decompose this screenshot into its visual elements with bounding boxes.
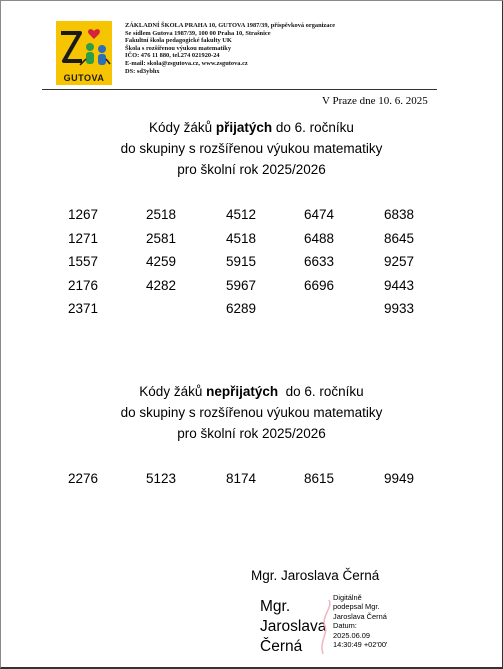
accepted-code: 9257	[384, 254, 415, 269]
signature-detail-line: Digitálně	[333, 593, 362, 602]
signature-detail-line: 14:30:49 +02'00'	[333, 640, 388, 650]
signature-mark-icon	[315, 598, 335, 656]
accepted-code: 6838	[384, 207, 415, 222]
rejected-title	[0, 381, 503, 444]
accepted-code: 6488	[304, 230, 335, 246]
title-emphasis: přijatých	[215, 120, 273, 135]
school-info-line: ZÁKLADNÍ ŠKOLA PRAHA 10, GUTOVA 1987/39, příspěvková organizace	[125, 22, 336, 29]
logo-wordmark: GUTOVA	[63, 73, 105, 83]
title-text: Kódy žáků	[139, 384, 207, 399]
school-info-block	[125, 22, 335, 75]
school-info-line: Se sídlem Gutova 1987/39, 100 00 Praha 10, Strašnice	[125, 29, 271, 37]
accepted-code: 6474	[304, 207, 335, 222]
accepted-code: 5915	[226, 254, 257, 269]
header-divider	[42, 89, 437, 90]
accepted-title	[0, 117, 503, 180]
accepted-code: 6289	[226, 301, 257, 316]
digital-signature-name-line: Jaroslava	[260, 618, 327, 635]
title-emphasis: nepřijatých	[206, 384, 279, 399]
accepted-title-line3: pro školní rok 2025/2026	[177, 162, 326, 177]
signature-detail-line: Jaroslava Černá	[333, 611, 387, 621]
rejected-code: 2276	[68, 471, 99, 486]
signature-detail-line: 2025.06.09	[333, 630, 370, 640]
title-text: do 6. ročníku	[272, 120, 354, 135]
accepted-code: 4512	[226, 207, 257, 222]
accepted-code: 2176	[68, 277, 99, 293]
rejected-code: 9949	[384, 471, 415, 486]
accepted-title-line2: do skupiny s rozšířenou výukou matematiky	[120, 141, 383, 156]
accepted-code: 9443	[384, 277, 415, 293]
rejected-code: 8174	[226, 471, 257, 486]
accepted-code: 4518	[226, 230, 257, 246]
accepted-code: 1557	[68, 254, 99, 269]
school-info-line: E-mail: skola@zsgutova.cz, www.zsgutova.cz	[125, 59, 248, 67]
digital-signature-details	[333, 593, 387, 649]
heart-icon	[88, 29, 100, 39]
figure-body-icon	[86, 52, 94, 64]
accepted-code: 6633	[304, 254, 335, 269]
school-logo	[56, 21, 112, 85]
digital-signature-name-line: Mgr.	[260, 598, 291, 615]
figure-body-icon	[98, 54, 106, 65]
title-text: Kódy žáků	[149, 120, 216, 135]
signatory-name: Mgr. Jaroslava Černá	[251, 568, 380, 583]
figure-head-icon	[86, 43, 94, 51]
accepted-code: 6696	[304, 277, 335, 293]
accepted-title-line1	[0, 117, 503, 138]
school-info-line: Škola s rozšířenou výukou matematiky	[125, 44, 232, 52]
accepted-code: 2581	[146, 230, 177, 246]
rejected-code: 8615	[304, 471, 335, 486]
accepted-code: 9933	[384, 301, 415, 316]
rejected-code: 5123	[146, 471, 177, 486]
digital-signature-name-line: Černá	[260, 638, 303, 655]
logo-z-letter	[61, 33, 82, 61]
accepted-code: 4282	[146, 277, 177, 293]
rejected-title-line1	[0, 381, 503, 402]
accepted-code: 4259	[146, 254, 177, 269]
accepted-code: 1267	[68, 207, 99, 222]
school-info-line: IČO: 476 11 880, tel.274 021920-24	[125, 52, 220, 60]
title-text: do 6. ročníku	[278, 384, 364, 399]
rejected-title-line3: pro školní rok 2025/2026	[177, 426, 326, 441]
signature-detail-line: podepsal Mgr.	[333, 602, 380, 612]
accepted-code: 5967	[226, 277, 257, 293]
school-info-line: DS: sd3ybhx	[125, 67, 160, 75]
signature-detail-line: Datum:	[333, 621, 357, 631]
accepted-code: 2371	[68, 301, 99, 316]
accepted-code: 8645	[384, 230, 415, 246]
rejected-title-line2: do skupiny s rozšířenou výukou matematiky	[120, 405, 383, 420]
accepted-code: 2518	[146, 207, 177, 222]
signature-stroke	[322, 600, 330, 654]
figure-head-icon	[98, 45, 106, 53]
accepted-code: 1271	[68, 230, 99, 246]
school-info-line: Fakultní škola pedagogické fakulty UK	[125, 37, 232, 45]
document-date: V Praze dne 10. 6. 2025	[322, 95, 428, 107]
